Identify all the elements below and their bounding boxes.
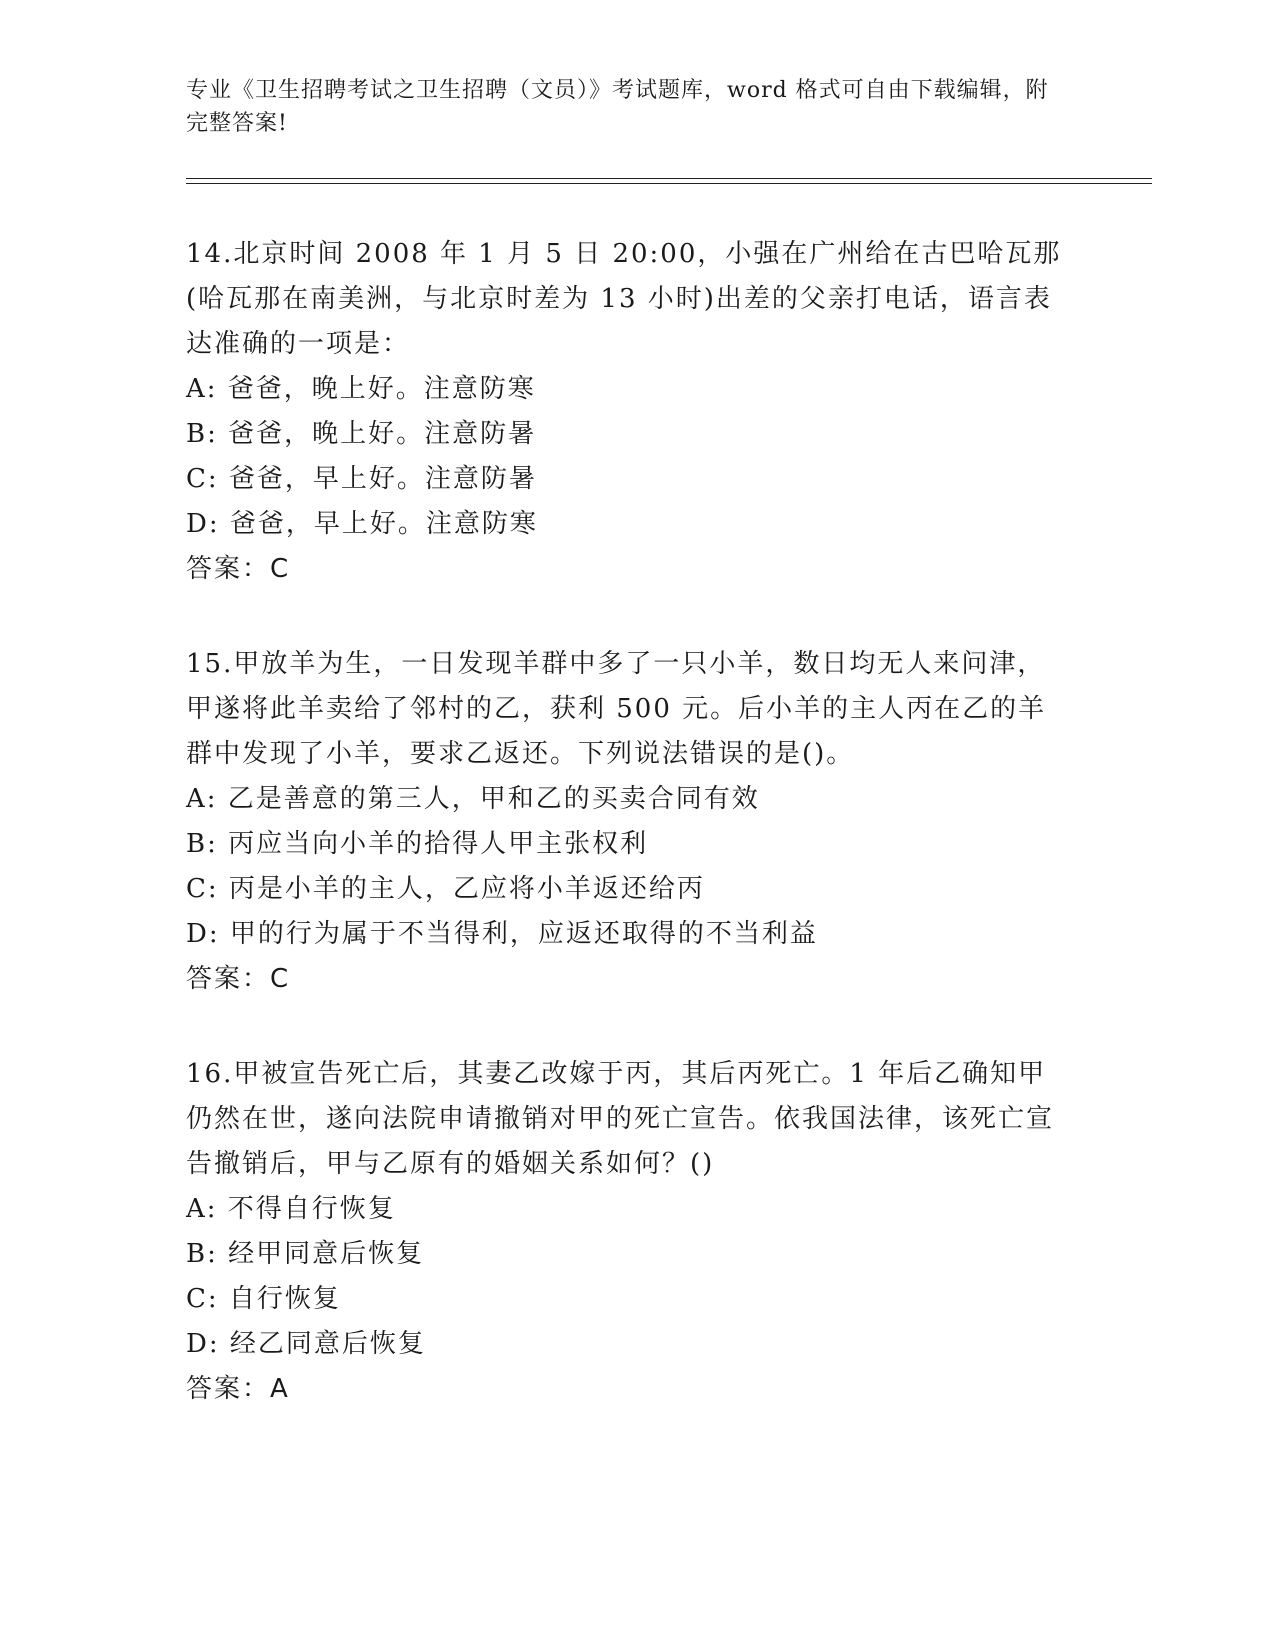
option-d: D: 经乙同意后恢复 [186,1329,426,1359]
answer: 答案：A [186,1374,290,1404]
answer: 答案：C [186,554,291,584]
option-b: B: 经甲同意后恢复 [186,1239,425,1269]
option-a: A: 不得自行恢复 [186,1194,396,1224]
option-d: D: 甲的行为属于不当得利，应返还取得的不当利益 [186,919,818,949]
question-15 [186,642,1066,1002]
document-header: 专业《卫生招聘考试之卫生招聘（文员）》考试题库，word 格式可自由下载编辑，附完整答案! [186,78,1049,136]
option-b: B: 爸爸，晚上好。注意防暑 [186,419,537,449]
option-c: C: 丙是小羊的主人，乙应将小羊返还给丙 [186,874,705,904]
header-divider-bottom [186,183,1152,184]
option-a: A: 爸爸，晚上好。注意防寒 [186,374,536,404]
option-c: C: 爸爸，早上好。注意防暑 [186,464,537,494]
question-stem: 14.北京时间 2008 年 1 月 5 日 20:00，小强在广州给在古巴哈瓦那(哈瓦那在南美洲，与北京时差为 13 小时)出差的父亲打电话，语言表达准确的一项是： [186,239,1062,359]
option-a: A: 乙是善意的第三人，甲和乙的买卖合同有效 [186,784,760,814]
option-d: D: 爸爸，早上好。注意防寒 [186,509,538,539]
answer: 答案：C [186,964,291,994]
question-14 [186,232,1066,592]
question-stem: 15.甲放羊为生，一日发现羊群中多了一只小羊，数日均无人来问津，甲遂将此羊卖给了邻村的乙，获利 500 元。后小羊的主人丙在乙的羊群中发现了小羊，要求乙返还。下列说法错误的是()。 [186,649,1047,769]
question-16 [186,1052,1066,1412]
question-stem: 16.甲被宣告死亡后，其妻乙改嫁于丙，其后丙死亡。1 年后乙确知甲仍然在世，遂向法院申请撤销对甲的死亡宣告。依我国法律，该死亡宣告撤销后，甲与乙原有的婚姻关系如何？() [186,1059,1055,1179]
option-b: B: 丙应当向小羊的拾得人甲主张权利 [186,829,649,859]
header-divider-top [186,178,1152,179]
option-c: C: 自行恢复 [186,1284,341,1314]
